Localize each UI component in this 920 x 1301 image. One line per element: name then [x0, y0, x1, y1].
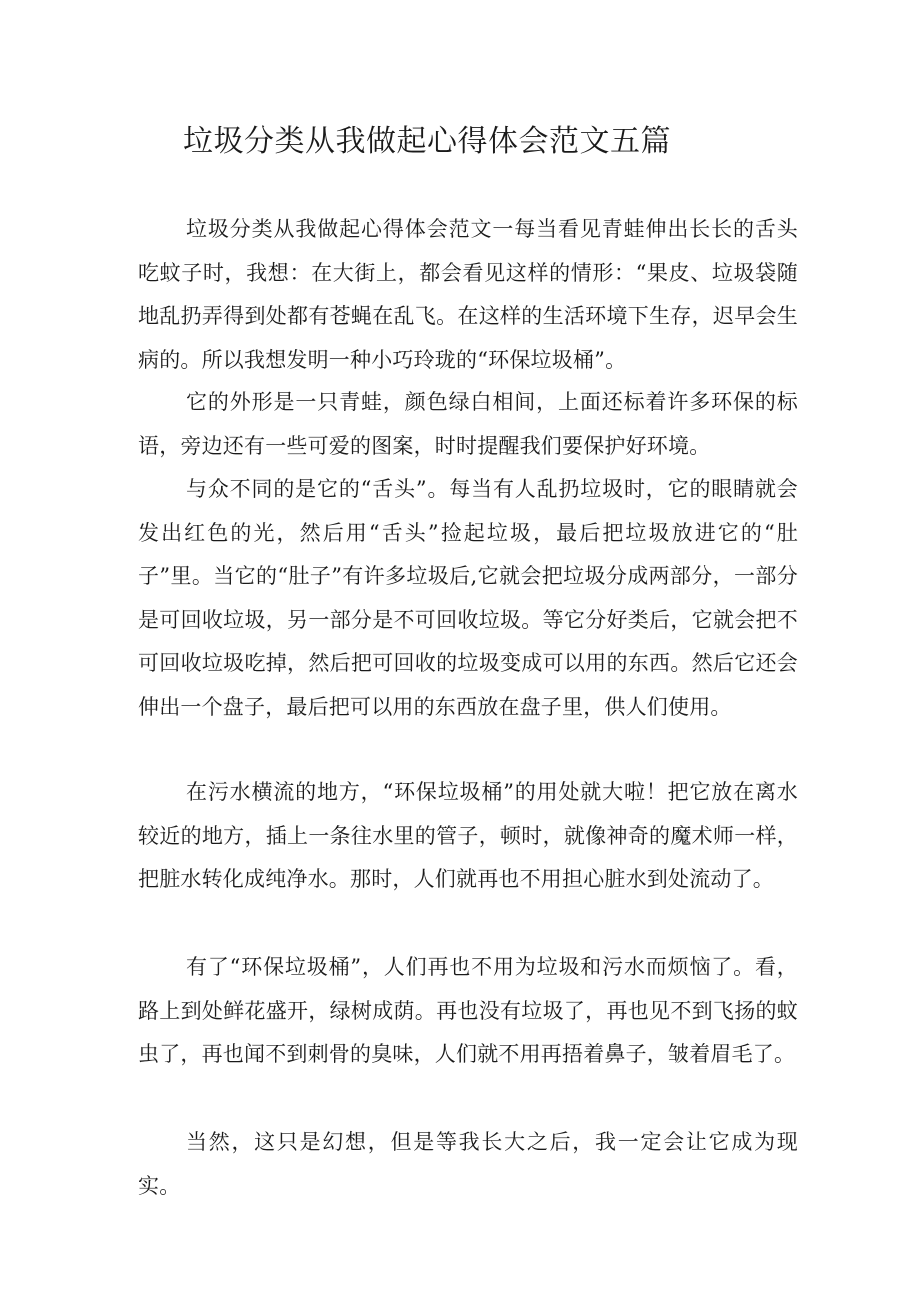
- paragraph-6: 当然，这只是幻想，但是等我长大之后，我一定会让它成为现实。: [138, 1130, 798, 1198]
- paragraph-1: 垃圾分类从我做起心得体会范文一每当看见青蛙伸出长长的舌头吃蚊子时，我想：在大街上，都会看见这样的情形：“果皮、垃圾袋随地乱扔弄得到处都有苍蝇在乱飞。在这样的生活环境下生存，迟早会生病的。所以我想发明一种小巧玲珑的“环保垃圾桶”。: [138, 217, 798, 372]
- paragraph-5: 有了“环保垃圾桶”，人们再也不用为垃圾和污水而烦恼了。看，路上到处鲜花盛开，绿树成荫。再也没有垃圾了，再也见不到飞扬的蚊虫了，再也闻不到刺骨的臭味，人们就不用再捂着鼻子，皱着眉毛了。: [138, 955, 798, 1066]
- paragraph-3: 与众不同的是它的“舌头”。每当有人乱扔垃圾时，它的眼睛就会发出红色的光，然后用“舌头”捡起垃圾，最后把垃圾放进它的“肚子”里。当它的“肚子”有许多垃圾后,它就会把垃圾分成两部分，一部分是可回收垃圾，另一部分是不可回收垃圾。等它分好类后，它就会把不可回收垃圾吃掉，然后把可回收的垃圾变成可以用的东西。然后它还会伸出一个盘子，最后把可以用的东西放在盘子里，供人们使用。: [138, 477, 798, 719]
- paragraph-4: 在污水横流的地方，“环保垃圾桶”的用处就大啦！把它放在离水较近的地方，插上一条往水里的管子，顿时，就像神奇的魔术师一样，把脏水转化成纯净水。那时，人们就再也不用担心脏水到处流动了。: [138, 780, 798, 891]
- document-title: 垃圾分类从我做起心得体会范文五篇: [183, 124, 671, 159]
- paragraph-2: 它的外形是一只青蛙，颜色绿白相间，上面还标着许多环保的标语，旁边还有一些可爱的图案，时时提醒我们要保护好环境。: [138, 390, 798, 458]
